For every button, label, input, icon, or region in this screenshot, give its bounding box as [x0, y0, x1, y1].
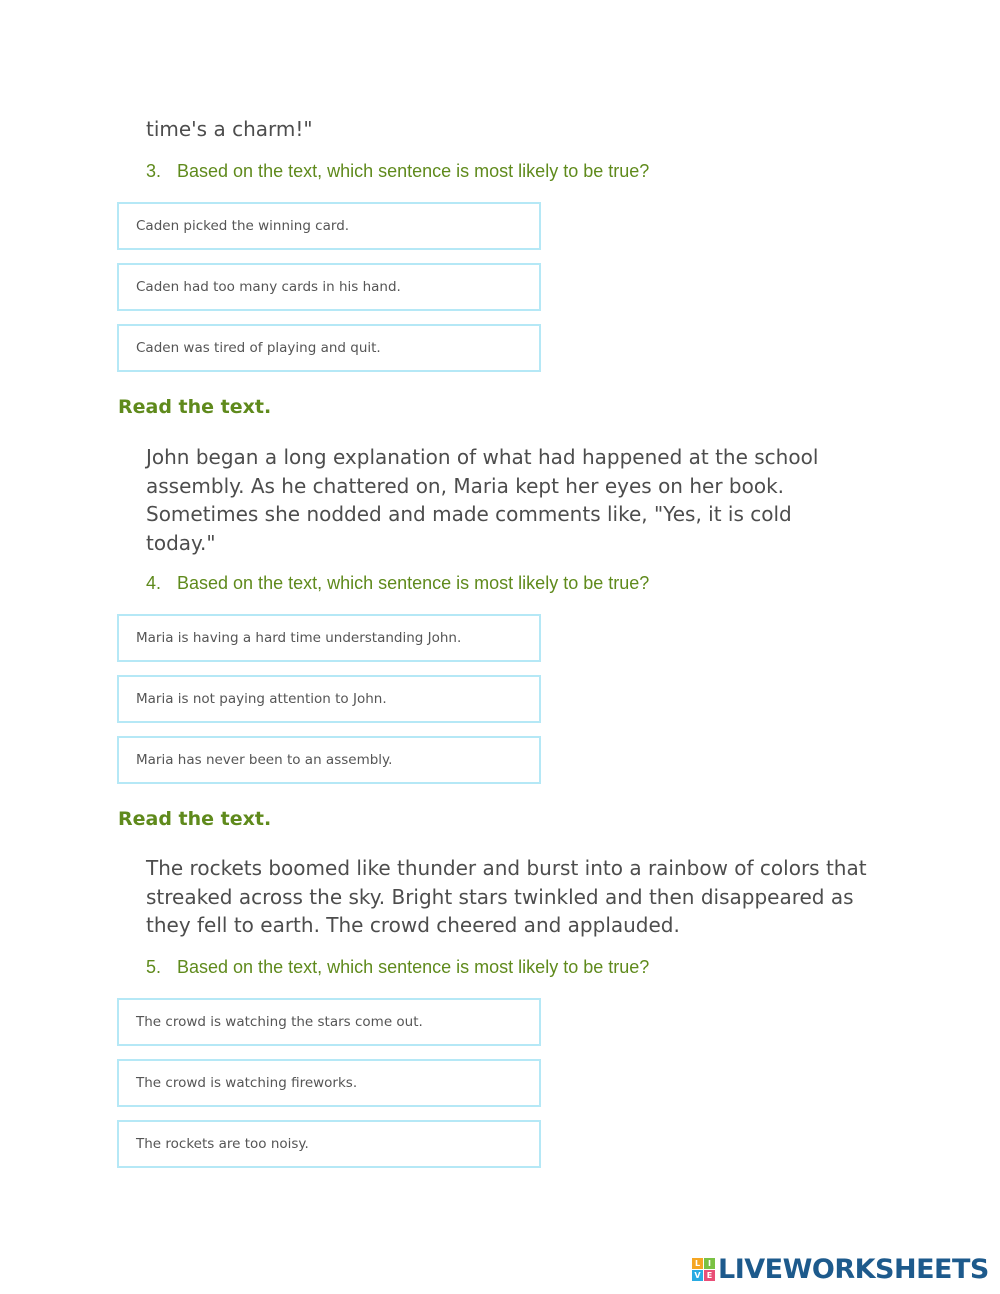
- liveworksheets-logo: [692, 1254, 989, 1284]
- question-number: 5.: [146, 957, 162, 977]
- reading-passage: [146, 443, 906, 557]
- passage-line: John began a long explanation of what had happened at the school: [146, 445, 819, 469]
- logo-mark-tile: L: [692, 1258, 703, 1269]
- answer-option[interactable]: Maria is not paying attention to John.: [117, 675, 541, 723]
- question-4: [146, 573, 649, 594]
- question-number: 4.: [146, 573, 162, 593]
- logo-mark-icon: [692, 1258, 715, 1281]
- answer-option[interactable]: Maria is having a hard time understanding John.: [117, 614, 541, 662]
- logo-mark-tile: V: [692, 1270, 703, 1281]
- answer-option[interactable]: Caden picked the winning card.: [117, 202, 541, 250]
- answer-option[interactable]: Caden was tired of playing and quit.: [117, 324, 541, 372]
- question-prompt: Based on the text, which sentence is most likely to be true?: [177, 161, 650, 181]
- question-3: [146, 161, 649, 182]
- logo-text: LIVEWORKSHEETS: [718, 1253, 989, 1285]
- passage-line: today.": [146, 530, 216, 555]
- question-prompt: Based on the text, which sentence is most likely to be true?: [177, 573, 650, 593]
- section-heading: Read the text.: [118, 808, 272, 830]
- question-prompt: Based on the text, which sentence is most likely to be true?: [177, 957, 650, 977]
- passage-end-text: time's a charm!": [146, 117, 313, 141]
- passage-line: Sometimes she nodded and made comments like, "Yes, it is cold: [146, 502, 792, 526]
- passage-line: The rockets boomed like thunder and burst into a rainbow of colors that: [146, 856, 867, 880]
- answer-option[interactable]: The crowd is watching the stars come out.: [117, 998, 541, 1046]
- question-number: 3.: [146, 161, 162, 181]
- answer-option[interactable]: The rockets are too noisy.: [117, 1120, 541, 1168]
- passage-line: they fell to earth. The crowd cheered and applauded.: [146, 913, 680, 937]
- answer-option[interactable]: The crowd is watching fireworks.: [117, 1059, 541, 1107]
- section-heading: Read the text.: [118, 396, 272, 418]
- answer-option[interactable]: Maria has never been to an assembly.: [117, 736, 541, 784]
- answer-option[interactable]: Caden had too many cards in his hand.: [117, 263, 541, 311]
- passage-line: streaked across the sky. Bright stars twinkled and then disappeared as: [146, 884, 854, 909]
- question-5: [146, 957, 649, 978]
- passage-line: assembly. As he chattered on, Maria kept her eyes on her book.: [146, 473, 785, 498]
- reading-passage: [146, 854, 906, 940]
- logo-mark-tile: E: [704, 1270, 715, 1281]
- logo-mark-tile: I: [704, 1258, 715, 1269]
